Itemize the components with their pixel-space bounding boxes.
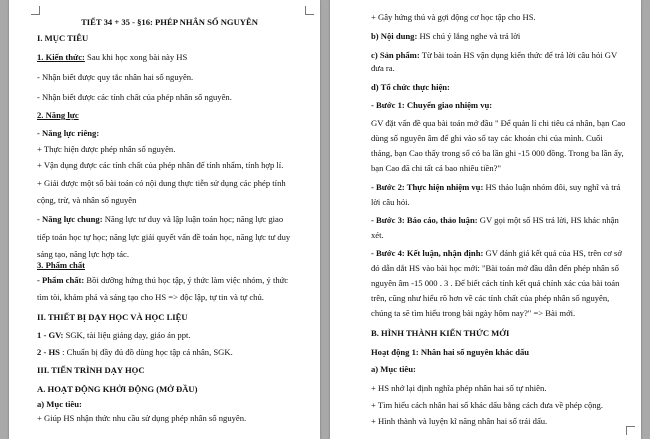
text-line: GV đặt vấn đề qua bài toán mở đầu " Để quản lí chi tiêu cá nhân, bạn Cao: [371, 118, 626, 128]
text-line: [37, 214, 312, 224]
line-heading: 2 - HS: [37, 347, 60, 357]
text-line: d) Tổ chức thực hiện:: [371, 82, 450, 92]
text-line: [371, 248, 633, 258]
line-heading: 1 - GV:: [37, 330, 64, 340]
line-text: HS chú ý lắng nghe và trả lời: [417, 31, 521, 41]
text-line: 3. Phẩm chất: [37, 260, 85, 270]
text-line: + Gây hứng thú và gợi động cơ học tập cho HS.: [371, 12, 536, 22]
document-page-right: [330, 0, 641, 439]
text-line: - Năng lực riêng:: [37, 128, 100, 138]
crop-mark: [626, 426, 635, 435]
text-line: II. THIẾT BỊ DẠY HỌC VÀ HỌC LIỆU: [37, 312, 188, 322]
text-line: III. TIẾN TRÌNH DẠY HỌC: [37, 365, 145, 375]
line-text: : Chuẩn bị đầy đủ đồ dùng học tập cá nhân, SGK.: [59, 347, 233, 357]
line-text: HS thảo luận nhóm đôi, suy nghĩ và trả: [483, 182, 621, 192]
text-line: tháng, bạn Cao thấy trong sổ có ba lần ghi -15 000 đồng. Trong ba lần ấy,: [371, 148, 624, 158]
text-line: dùng số nguyên âm để ghi vào sổ tay các khoản chi của mình. Cuối: [371, 133, 603, 143]
text-line: - Bước 1: Chuyển giao nhiệm vụ:: [371, 100, 493, 110]
text-line: trên, cũng như hiểu rõ hơn về các tính chất của phép nhân số nguyên,: [371, 293, 610, 303]
text-line: tiếp toán học tự học; năng lực giải quyết vấn đề toán học, năng lực tư duy: [37, 232, 291, 242]
text-line: chúng ta sẽ tìm hiểu trong bài ngày hôm nay?" => Bài mới.: [371, 308, 576, 318]
text-line: [37, 52, 312, 62]
line-heading: - Bước 3: Báo cáo, thảo luận:: [371, 215, 478, 225]
line-heading: - Năng lực chung:: [37, 214, 103, 224]
text-line: A. HOẠT ĐỘNG KHỞI ĐỘNG (MỞ ĐẦU): [37, 384, 198, 394]
text-line: + Giúp HS nhận thức nhu cầu sử dụng phép nhân số nguyên.: [37, 413, 247, 423]
text-line: B. HÌNH THÀNH KIẾN THỨC MỚI: [371, 328, 510, 338]
text-line: [371, 50, 633, 60]
text-line: a) Mục tiêu:: [37, 399, 82, 409]
text-line: I. MỤC TIÊU: [37, 33, 89, 43]
text-line: - Nhận biết được quy tắc nhân hai số nguyên.: [37, 72, 194, 82]
text-line: 2. Năng lực: [37, 110, 79, 120]
line-heading: - Bước 4: Kết luận, nhận định:: [371, 248, 484, 258]
line-heading: 1. Kiến thức:: [37, 52, 85, 62]
text-line: a) Mục tiêu:: [371, 364, 416, 374]
text-line: [371, 215, 633, 225]
text-line: cộng, trừ, và nhân số nguyên: [37, 195, 137, 205]
line-heading: c) Sản phẩm:: [371, 50, 420, 60]
text-line: [37, 347, 312, 357]
text-line: [37, 275, 312, 285]
line-heading: - Bước 2: Thực hiện nhiệm vụ:: [371, 182, 484, 192]
text-line: + Vận dụng được các tính chất của phép nhân để tính nhẩm, tính hợp lí.: [37, 160, 284, 170]
line-text: GV đánh giá kết quả của HS, trên cơ sở: [483, 248, 622, 258]
text-line: đưa ra.: [371, 63, 395, 73]
text-line: Hoạt động 1: Nhân hai số nguyên khác dấu: [371, 347, 530, 357]
text-line: lời câu hỏi.: [371, 197, 410, 207]
text-line: xét.: [371, 230, 384, 240]
text-line: - Nhận biết được các tính chất của phép nhân số nguyên.: [37, 92, 232, 102]
line-text: Từ bài toán HS vận dụng kiến thức để trả lời câu hỏi GV: [419, 50, 618, 60]
line-text: Năng lực tư duy và lập luận toán học; năng lực giao: [102, 214, 284, 224]
text-line: [37, 330, 312, 340]
text-line: + Thực hiện được phép nhân số nguyên.: [37, 144, 176, 154]
lesson-title: TIẾT 34 + 35 - §16: PHÉP NHÂN SỐ NGUYÊN: [81, 17, 258, 27]
text-line: nguyên âm -15 000 . 3 . Để biết cách tính kết quả chính xác của bài toán: [371, 278, 620, 288]
line-text: GV gọi một số HS trả lời, HS khác nhận: [477, 215, 619, 225]
crop-mark: [31, 6, 40, 15]
line-heading: - Phẩm chất:: [37, 275, 85, 285]
line-heading: b) Nội dung:: [371, 31, 418, 41]
text-line: đó dẫn dắt HS vào bài học mới: "Bài toán mở đầu dẫn đến phép nhân số: [371, 263, 619, 273]
text-line: [371, 182, 633, 192]
line-text: SGK, tài liệu giảng dạy, giáo án ppt.: [63, 330, 191, 340]
text-line: sáng tạo, năng lực hợp tác.: [37, 249, 130, 259]
crop-mark: [305, 6, 314, 15]
text-line: + Giải được một số bài toán có nội dung thực tiễn sử dụng các phép tính: [37, 178, 286, 188]
line-text: Sau khi học xong bài này HS: [84, 52, 188, 62]
text-line: + Tìm hiểu cách nhân hai số khác dấu bằng cách đưa về phép cộng.: [371, 400, 603, 410]
text-line: bạn Cao đã chi tất cả bao nhiêu tiền?": [371, 163, 501, 173]
text-line: [371, 31, 633, 41]
text-line: + Hình thành và luyện kĩ năng nhân hai số trái dấu.: [371, 416, 548, 426]
document-page-left: [9, 0, 320, 439]
text-line: tìm tòi, khám phá và sáng tạo cho HS => độc lập, tự tin và tự chủ.: [37, 292, 264, 302]
line-text: Bồi dưỡng hứng thú học tập, ý thức làm việc nhóm, ý thức: [84, 275, 289, 285]
text-line: + HS nhớ lại định nghĩa phép nhân hai số tự nhiên.: [371, 383, 547, 393]
